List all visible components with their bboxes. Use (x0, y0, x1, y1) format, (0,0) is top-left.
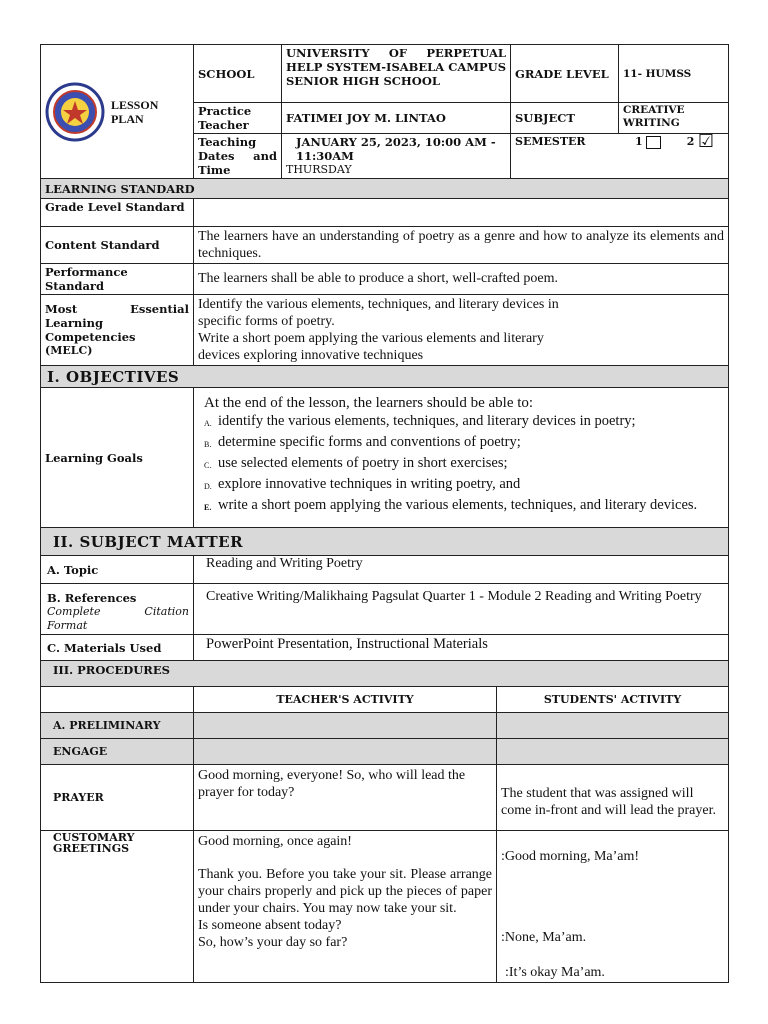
engage-label: ENGAGE (41, 739, 194, 765)
preliminary-label: A. PRELIMINARY (41, 713, 194, 739)
greet-teacher-1: Good morning, once again! (198, 834, 352, 849)
performance-standard-value: The learners shall be able to produce a short, well-crafted poem. (194, 264, 729, 295)
school-value: UNIVERSITY OF PERPETUAL HELP SYSTEM-ISABELA CAMPUS SENIOR HIGH SCHOOL (282, 45, 511, 103)
prayer-student: The student that was assigned will come in-front and will lead the prayer. (497, 765, 729, 831)
melc-label-cell (41, 295, 194, 366)
performance-standard-label: Performance Standard (41, 264, 194, 295)
teacher-value: FATIMEI JOY M. LINTAO (282, 103, 511, 134)
engage-teacher (194, 739, 497, 765)
references-label-cell (41, 584, 194, 635)
content-standard-value: The learners have an understanding of poetry as a genre and how to analyze its elements and techniques. (194, 227, 729, 264)
objectives-heading: I. OBJECTIVES (41, 366, 729, 388)
greet-student-3: :It’s okay Ma’am. (505, 965, 605, 980)
learning-standard-heading: LEARNING STANDARD (41, 179, 729, 199)
lesson-plan-page (40, 44, 728, 983)
subject-value: CREATIVE WRITING (619, 103, 729, 134)
grade-value: 11- HUMSS (619, 45, 729, 103)
prayer-teacher: Good morning, everyone! So, who will lead the prayer for today? (194, 765, 497, 831)
checkmark-icon: ☑ (697, 131, 714, 152)
goal-item: E. write a short poem applying the various elements, techniques, and literary devices. (204, 497, 698, 513)
preliminary-student (497, 713, 729, 739)
goal-item: A. identify the various elements, techniques, and literary devices in poetry; (204, 413, 636, 429)
teacher-activity-header: TEACHER'S ACTIVITY (194, 687, 497, 713)
references-value: Creative Writing/Malikhaing Pagsulat Quarter 1 - Module 2 Reading and Writing Poetry (194, 584, 729, 635)
doc-type-label: LESSON PLAN (111, 97, 159, 126)
materials-value: PowerPoint Presentation, Instructional Materials (194, 635, 729, 661)
materials-label: C. Materials Used (41, 635, 194, 661)
procedures-table (40, 660, 729, 983)
references-sub: Complete Citation Format (47, 605, 189, 632)
semester-label: SEMESTER (515, 135, 586, 148)
deped-seal-icon (45, 82, 105, 142)
grade-standard-value (194, 199, 729, 227)
semester-cell (511, 131, 729, 179)
references-label: B. References (47, 591, 137, 605)
goal-item: D. explore innovative techniques in writing poetry, and (204, 476, 521, 492)
learning-standard-table (40, 178, 729, 366)
logo-cell (41, 45, 194, 179)
melc-label: Most Essential Learning Competencies (45, 302, 189, 344)
topic-label: A. Topic (41, 556, 194, 584)
subject-label: SUBJECT (511, 103, 619, 134)
preliminary-teacher (194, 713, 497, 739)
dates-cell (282, 134, 511, 179)
greetings-student (497, 831, 729, 983)
greet-student-2: :None, Ma’am. (501, 930, 587, 945)
greet-teacher-2: Thank you. Before you take your sit. Please arrange your chairs properly and pick up the pieces of paper under your chairs. You may now take your sit. (198, 867, 492, 916)
goal-item: B. determine specific forms and conventions of poetry; (204, 434, 521, 450)
content-standard-label: Content Standard (41, 227, 194, 264)
semester-option-1: 1 (635, 135, 643, 148)
procedures-blank-cell (41, 687, 194, 713)
learning-goals-cell (194, 388, 729, 528)
grade-label: GRADE LEVEL (511, 45, 619, 103)
learning-goals-label: Learning Goals (41, 388, 194, 528)
greet-student-1: :Good morning, Ma’am! (501, 849, 640, 864)
students-activity-header: STUDENTS' ACTIVITY (497, 687, 729, 713)
greet-teacher-4: So, how’s your day so far? (198, 935, 348, 950)
procedures-heading: III. PROCEDURES (41, 661, 729, 687)
melc-abbr: (MELC) (45, 344, 93, 357)
subject-matter-table (40, 527, 729, 661)
school-label: SCHOOL (194, 45, 282, 103)
goals-intro: At the end of the lesson, the learners should be able to: (204, 395, 534, 411)
dates-day: THURSDAY (286, 163, 352, 176)
header-table (40, 44, 729, 179)
melc-line-1: Identify the various elements, techniques, and literary devices in specific forms of poetry. (198, 297, 559, 329)
teacher-label: Practice Teacher (194, 103, 282, 134)
greet-teacher-3: Is someone absent today? (198, 918, 342, 933)
subject-matter-heading: II. SUBJECT MATTER (41, 528, 729, 556)
prayer-label: PRAYER (41, 765, 194, 831)
melc-value (194, 295, 729, 366)
semester-option-2: 2 (686, 135, 695, 148)
objectives-table (40, 365, 729, 528)
dates-label: Teaching Dates and Time (194, 134, 282, 179)
goal-item: C. use selected elements of poetry in short exercises; (204, 455, 508, 471)
topic-value: Reading and Writing Poetry (194, 556, 729, 584)
checkbox-empty-icon (646, 136, 661, 149)
greetings-teacher (194, 831, 497, 983)
greetings-label: CUSTOMARY GREETINGS (41, 831, 194, 983)
melc-line-2: Write a short poem applying the various elements and literary devices exploring innovative techniques (198, 331, 544, 363)
engage-student (497, 739, 729, 765)
grade-standard-label: Grade Level Standard (41, 199, 194, 227)
dates-value: JANUARY 25, 2023, 10:00 AM - 11:30AM (296, 135, 496, 163)
